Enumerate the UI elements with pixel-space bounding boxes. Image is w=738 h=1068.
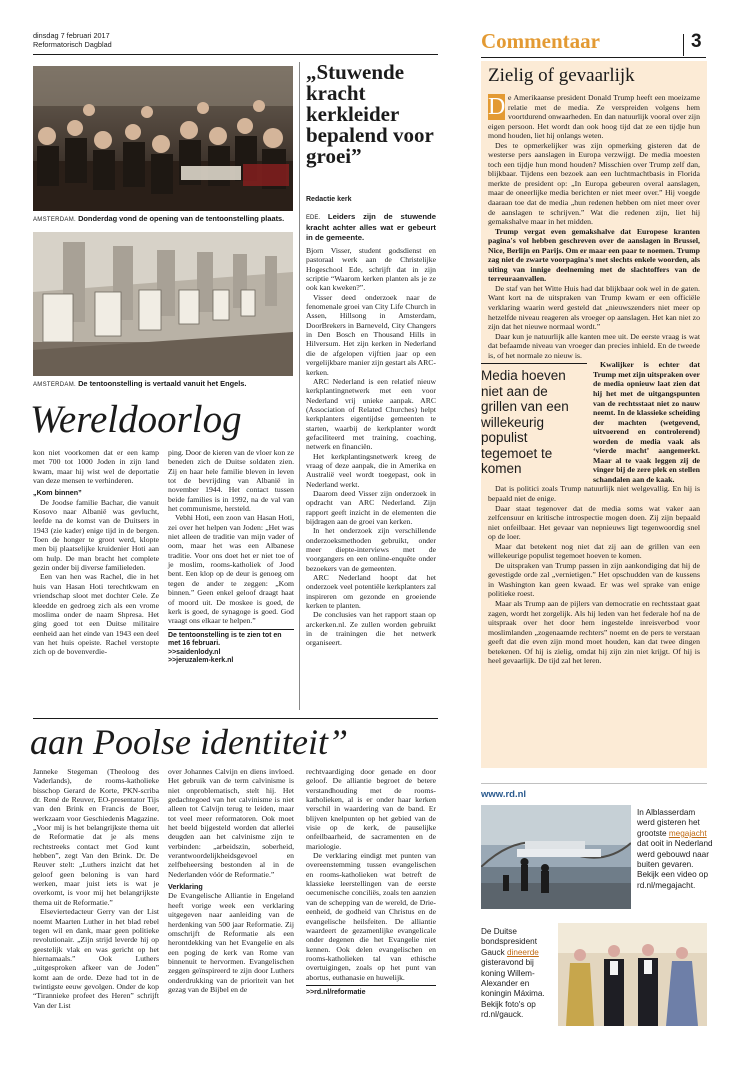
paragraph: In het onderzoek zijn verschillende onderzoeksmethoden gebruikt, onder meer diepte-interviews met de voorgangers en een online-enquête onder bezoekers van de gemeenten. <box>306 526 436 573</box>
poolse-column-2 <box>168 767 294 994</box>
header-rule-right <box>481 57 706 58</box>
paragraph: ping. Door de kieren van de vloer kon ze beneden zich de Duitse soldaten zien. Zij en haar hele familie bleven in leven tot de bevrijding van Albanië in november 1944. Het contact tussen beide families is in 1992, na de val van het communisme, hersteld. <box>168 448 294 514</box>
page-number: 3 <box>691 31 702 52</box>
paragraph: Elseviertedacteur Gerry van der List noemt Maarten Luther in het blad rebel tegen wil en dank, maar geen politieke revolutionair. „Zijn strijd leverde hij op geestelijk vlak en was gericht op het hiernamaals.” Ook Luthers „uitgesproken afkeer van de Joden” komt aan de orde. Deze had tot in de twintigste eeuw gevolgen. Onder de kop “Tirannieke profeet des Heren” schrijft Van der List <box>33 907 159 1010</box>
rdnl-item-gauck <box>481 927 555 1021</box>
poolse-column-3 <box>306 767 436 997</box>
paragraph: Daar staat tegenover dat de media soms wat vaker aan zelfcensuur en kritische introspectie mogen doen. Zij zijn bepaald niet onfeilbaar. Het gevaar van nepnieuws ligt tegenwoordig snel op de loer. <box>488 503 700 542</box>
section-title: Commentaar <box>481 29 600 53</box>
photo-opening-audience <box>33 66 293 211</box>
caption-photo-2 <box>33 379 295 390</box>
paragraph: De verklaring eindigt met punten van overeenstemming tussen evangelischen en rooms-katholieken wat betreft de klassieke leerstellingen van de eerste oecumenische conciliës, zoals ten aanzien van de schepping van de wereld, de Drie-eenheid, de godheid van Christus en de evangelische heilsfeiten. De alliantie waardeert de gezamenlijke evangelicale onder degenen die het Evangelie niet kennen. Ook delen evangelischen en rooms-katholieken tal van ethische overtuigingen, zoals op het punt van abortus, euthanasie en huwelijk. <box>306 851 436 982</box>
rdnl-item-megajacht <box>637 808 713 891</box>
photo-gauck-dinner[interactable] <box>558 923 707 1026</box>
paragraph: over Johannes Calvijn en diens invloed. Het gebruik van de term calvinisme is niet onproblematisch, stelt hij. Het gedachtegoed van het calvinisme is niet alleen tot Calvijn terug te leiden, maar tot veel meer reformatoren. Ook moet het beeld bijgesteld worden dat allerlei deugden aan het calvinisme zijn te verbinden: „arbeidszin, soberheid, verantwoordelijkheidsgevoel en zelfbeheersing bestonden al in de Nederlanden vóór de Reformatie.” <box>168 767 294 879</box>
header-date: dinsdag 7 februari 2017 <box>33 31 110 40</box>
subheading: „Kom binnen” <box>33 488 82 498</box>
caption-1-text: Donderdag vond de opening van de tentoonstelling plaats. <box>78 214 285 223</box>
paragraph <box>481 360 700 484</box>
commentaar-title: Zielig of gevaarlijk <box>488 65 635 86</box>
exhibition-link-2[interactable]: >>jeruzalem-kerk.nl <box>168 657 234 665</box>
paragraph: ARC Nederland is een relatief nieuw kerkplantingnetwerk met een voor Nederland vrij unieke aanpak. ARC (Association of Related Churches) helpt kerkplanters eigentijdse gemeenten te starten, waarbij de kerkplanter wordt gefaciliteerd met training, coaching, netwerk en financiën. <box>306 376 436 452</box>
paragraph: Vebhi Hoti, een zoon van Hasan Hoti, zei over het helpen van Joden: „Het was niet alleen de traditie van mijn vader of oom, maar het was een Albanese traditie. Voor ons doet het er niet toe of je moslim, rooms-katholiek of Jood bent. Een klop op de deur is genoeg om tegen de ander te zeggen: „Kom binnen.” Geen enkel geloof draagt haat of moord uit. De moskee is goed, de kerk is goed, de synagoge is goed. God vraagt ons elkaar te helpen.” <box>168 513 294 626</box>
poolse-headline: aan Poolse identiteit” <box>30 722 348 762</box>
reformatie-link[interactable]: >>rd.nl/reformatie <box>306 985 436 997</box>
drop-cap: D <box>488 94 506 120</box>
megajacht-link[interactable]: megajacht <box>668 828 707 838</box>
paragraph: De Joodse familie Bachar, die vanuit Kosovo naar Albanië was gevlucht, leefde na de komst van de Duitsers in 1943 (zie kader) enige tijd in de bergen. Toen de honger te groot werd, klopte men bij plaatselijke kruidenier Hoti aan om hulp. De man bracht het complete gezin onder bij diverse familieleden. <box>33 497 159 573</box>
wereldoorlog-column-2 <box>168 448 294 666</box>
paragraph: Visser deed onderzoek naar de fenomenale groei van City Life Church in Assen, Hillsong in Amsterdam, DoorBrekers in Barneveld, City Changers in Den Bosch en Thousand Hills in Hilversum. Het zijn kerken in Nederland die de afgelopen vijftien jaar op een vergelijkbare manier zijn gestart als ARC-kerken. <box>306 292 436 377</box>
caption-photo-1 <box>33 214 295 225</box>
stuwende-body <box>306 212 436 648</box>
paragraph: De Evangelische Alliantie in Engeland heeft vorige week een verklaring uitgegeven naar aanleiding van de herdenking van 500 jaar Reformatie. Zij omschrijft de Reformatie als een herontdekking van het Evangelie en als een poging de kerk van Rome van binnenuit te hervormen. Evangelischen zeggen geïnspireerd te zijn door Luthers onderdrukking van de prioriteit van het gezag van de Bijbel en de <box>168 891 294 994</box>
poolse-column-1 <box>33 767 159 1010</box>
section-rule-horizontal <box>33 718 438 719</box>
paragraph: Des te opmerkelijker was zijn opmerking gisteren dat de westerse pers aanslagen in Europa verzwijgt. De media moesten toch een tijdje hun mond houden? Misschien over Trump zelf dan, blijkbaar. Tijdens een bezoek aan een luchtmachtbasis in Florida merkte de president op: „In Europa gebeuren overal aanslagen, maar de oneerlijke media berichten er niet meer over.” Hij voegde daaraan toe dat de media „hun redenen hebben om niet meer over de aanslagen te schrijven.” Wat die redenen zijn, liet hij gemakshalve maar in het midden. <box>488 140 700 227</box>
paragraph: ARC Nederland hoopt dat het onderzoek veel potentiële kerkplanters zal inspireren om gezonde en groeiende kerken te planten. <box>306 573 436 611</box>
paragraph: Bjorn Visser, student godsdienst en pastoraal werk aan de Christelijke Hogeschool Ede, schrijft dat in zijn scriptie “Waarom kerken planten als je ze ook kan kweken?”. <box>306 246 436 293</box>
exhibition-dates: De tentoonstelling is te zien tot en met 16 februari. <box>168 631 282 648</box>
paragraph: De staf van het Witte Huis had dat blijkbaar ook wel in de gaten. Want kort na de uitspraken van Trump kwam er een officiële verklaring waarin werd gesteld dat „nieuwszenders niet meer op hetzelfde niveau reageren als vroeger op aanslagen. Het kan niet zo zijn dat het nieuwe normaal wordt.” <box>488 283 700 332</box>
kwalijker-text: Kwalijker is echter dat Trump met zijn uitspraken over de media opnieuw laat zien dat hij het met de uitgangspunten van de rechtsstaat niet zo nauw neemt. In de klassieke scheiding der machten (wetgevend, uitvoerend en controlerend) worden de media vaak als ‘vierde macht’ aangemerkt. Maar al te vaak leggen zij de vinger bij de zere plek en stellen schandalen aan de kaak. <box>593 360 700 484</box>
gauck-text-1: De Duitse bondspresident Gauck <box>481 927 537 957</box>
gauck-link[interactable]: dineerde <box>506 947 539 957</box>
intro-location: EDE. <box>306 215 321 221</box>
paragraph: Maar als Trump aan de pijlers van democratie en rechtsstaat gaat zagen, wordt het zorgelijk. Als hij leden van het federale hof na de uitspraak over het door hem ingestelde inreisverbod voor moslimlanden „zogenaamde rechters” noemt en de pers te verstaan geeft dat die even zijn mond moet houden, kan dat twee dingen betekenen. Of hij is zielig, omdat hij zijn zin niet krijgt. Of hij is heel gevaarlijk. De tijd zal het leren. <box>488 598 700 666</box>
header-rule-left <box>33 54 438 55</box>
paragraph: Dat is politici zoals Trump natuurlijk niet welgevallig. En hij is bepaald niet de enige. <box>488 484 700 503</box>
exhibition-link-1[interactable]: >>saidenlody.nl <box>168 648 221 656</box>
paragraph: De conclusies van het rapport staan op arckerken.nl. Ze zullen worden gebruikt in de trainingen die het netwerk organiseert. <box>306 610 436 648</box>
wereldoorlog-column-1 <box>33 448 159 657</box>
header-paper-name: Reformatorisch Dagblad <box>33 40 112 49</box>
header-divider <box>683 34 684 56</box>
commentaar-body <box>481 93 700 666</box>
paragraph <box>488 93 700 141</box>
stuwende-headline: „Stuwende kracht kerkleider bepalend voor groei” <box>306 60 434 168</box>
paragraph: Janneke Stegeman (Theoloog des Vaderlands), de rooms-katholieke bisschop Gerard de Korte, PKN-scriba dr. René de Reuver, EO-presentator Tijs van den Brink en Francis de Boer, werkzaam voor Geschiedenis Magazine. „Voor mij is het belangrijkste thema uit de Reformatie dat je als mens rechtstreeks contact met God kunt hebben”, zegt Van den Brink. Dr. De Reuver stelt: „Luthers inzicht dat het geloof geen beloning is van hard werken, maar juist iets is wat je overkomt, is voor mij het belangrijkste thema uit de Reformatie.” <box>33 767 159 907</box>
paragraph: Het kerkplantingsnetwerk kreeg de vraag of deze aanpak, die in Amerika en Australië veel wordt toegepast, ook in Nederland werkt. <box>306 451 436 489</box>
paragraph: Daarom deed Visser zijn onderzoek in opdracht van ARC Nederland. Zijn rapport geeft inzicht in de elementen die bijdragen aan de groei van kerken. <box>306 488 436 526</box>
paragraph: Daar kun je natuurlijk alle kanten mee uit. De eerste vraag is wat dat befaamde niveau van vroeger dan precies inhield. En de tweede is, of het normale zo nieuw is. <box>488 331 700 360</box>
megajacht-text-2: dat ooit in Nederland werd gebouwd naar buiten gevaren. Bekijk een video op rd.nl/megajacht. <box>637 839 713 890</box>
caption-2-location: AMSTERDAM. <box>33 382 77 388</box>
column-rule-vertical <box>299 62 300 710</box>
pullquote: Media hoeven niet aan de grillen van een willekeurig populist tegemoet te komen <box>481 363 587 477</box>
stuwende-intro <box>306 212 436 242</box>
megajacht-text-1: In Alblasserdam werd gisteren het grootste <box>637 808 700 838</box>
rdnl-label[interactable]: www.rd.nl <box>481 789 527 800</box>
lead-text: e Amerikaanse president Donald Trump heeft een moeizame relatie met de media. Ze verspreiden volgens hem voortdurend onwaarheden. En dan natuurlijk vooral over zijn eigen persoon. Het wordt dan ook hoog tijd dat ze een tijdje hun mond houden, liet hij onlangs weten. <box>488 93 700 141</box>
intro-text: Leiders zijn de stuwende kracht achter alles wat er gebeurt in de gemeente. <box>306 212 436 242</box>
stuwende-byline: Redactie kerk <box>306 196 352 203</box>
rdnl-top-rule <box>481 783 707 784</box>
caption-2-text: De tentoonstelling is vertaald vanuit het Engels. <box>78 379 247 388</box>
photo-exhibition-room <box>33 232 293 376</box>
caption-1-location: AMSTERDAM. <box>33 217 77 223</box>
paragraph: Een van hen was Rachel, die in het huis van Hasan Hoti terechtkwam en vriendschap sloot met dochter Cele. Ze kleedde en gedroeg zich als een vrome moslima onder de naam Shpresa. Het ging goed tot een Duitse militaire eenheid aan het einde van 1943 een deel van het huis opeiste. Rachel verstopte zich op de bovenverdie- <box>33 572 159 657</box>
paragraph: Maar dat betekent nog niet dat zij aan de grillen van een willekeurige populist tegemoet hoeven te komen. <box>488 541 700 561</box>
photo-megajacht[interactable] <box>481 805 631 909</box>
paragraph: Trump vergat even gemakshalve dat Europese kranten pagina's vol hebben geschreven over de aanslagen in Brussel, Nice, Berlijn en Parijs. Om er maar een paar te noemen. Trump zag niet de zwarte voorpagina's met slechts enkele woorden, als uiting van innige deelneming met de slachtoffers van de terreuraanvallen. <box>488 226 700 284</box>
gauck-text-2: gisteravond bij koning Willem-Alexander en koningin Máxima. Bekijk foto's op rd.nl/gauck. <box>481 958 545 1020</box>
commentaar-box <box>481 61 707 768</box>
subheading: Verklaring <box>168 882 203 892</box>
exhibition-info <box>168 629 294 666</box>
wereldoorlog-headline: Wereldoorlog <box>30 398 242 441</box>
paragraph: rechtvaardiging door genade en door geloof. De alliantie begroet de betere verstandhouding met de rooms-katholieken, al is er onder haar kerken verschil in waardering van de band. Er blijven knelpunten op het gebied van de visie op de kerk, de pauselijke onfeilbaarheid, de sacramenten en de mariologie. <box>306 767 436 851</box>
paragraph: kon niet voorkomen dat er een kamp met 700 tot 1000 Joden in zijn land kwam, maar hij wist wel de deportatie van deze mensen te verhinderen. <box>33 448 159 486</box>
paragraph: De uitspraken van Trump passen in zijn aankondiging dat hij de gevestigde orde zal „vernietigen.” Het opschudden van de kussens in Washington kan geen kwaad. Er was wel sprake van enige politieke roest. <box>488 560 700 599</box>
